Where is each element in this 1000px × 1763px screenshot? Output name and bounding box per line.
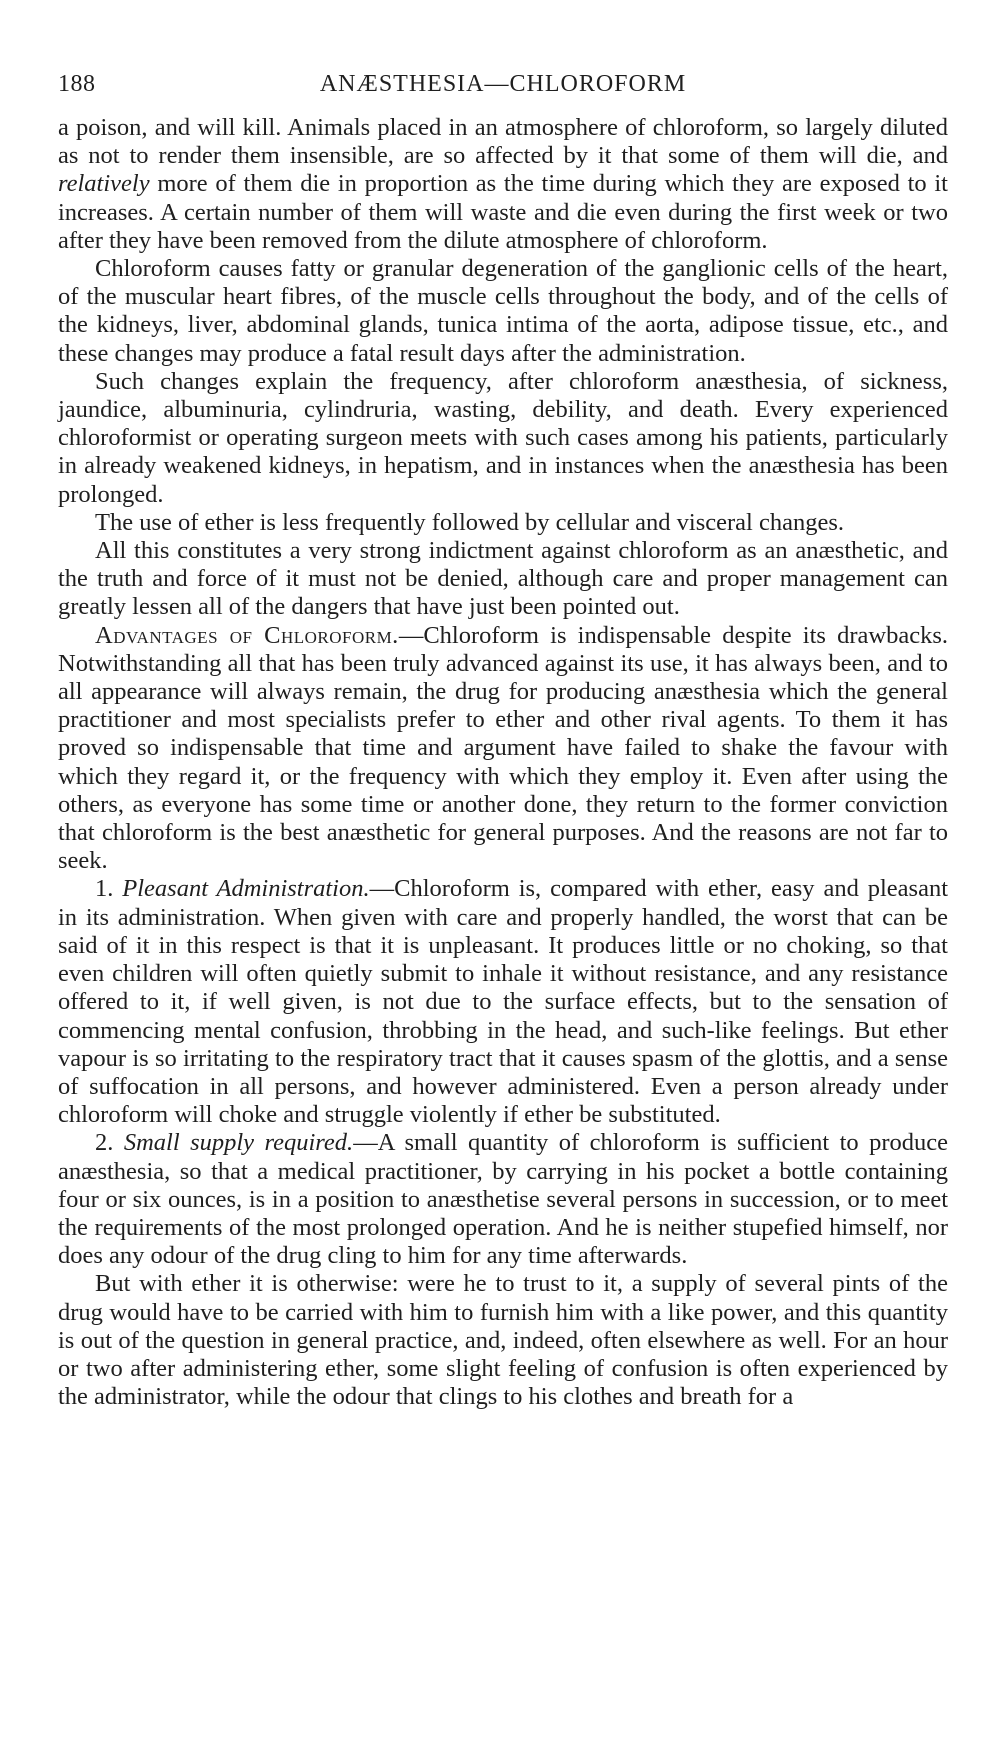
paragraph-2: Chloroform causes fatty or granular degeneration of the ganglionic cells of the heart, of the muscular heart fibres, of the muscle cells throughout the body, and of the cells of the kidneys, liver, abdominal glands, tunica intima of the aorta, adipose tissue, etc., and these changes may produce a fatal result days after the administration. bbox=[58, 255, 948, 367]
paragraph-1 bbox=[58, 114, 948, 255]
paragraph-6 bbox=[58, 622, 948, 876]
paragraph-8 bbox=[58, 1129, 948, 1270]
paragraph-5: All this constitutes a very strong indictment against chloroform as an anæsthetic, and the truth and force of it must not be denied, although care and proper management can greatly lessen all of the dangers that have just been pointed out. bbox=[58, 537, 948, 621]
paragraph-7-text: —Chloroform is, compared with ether, easy and pleasant in its administration. When given with care and properly handled, the worst that can be said of it in this respect is that it is unpleasant. It produces little or no choking, so that even children will often quietly submit to inhale it without resistance, and any resistance offered to it, if well given, is not due to the surface effects, but to the sensation of commencing mental confusion, throbbing in the head, and such-like feelings. But ether vapour is so irritating to the respiratory tract that it causes spasm of the glottis, and a sense of suffocation in all persons, and however administered. Even a person already under chloroform will choke and struggle violently if ether be substituted. bbox=[58, 875, 948, 1129]
section-heading-advantages: Advantages of Chloroform. bbox=[95, 621, 399, 649]
subheading-small-supply: Small supply required. bbox=[123, 1129, 354, 1157]
paragraph-9: But with ether it is otherwise: were he to trust to it, a supply of several pints of the drug would have to be carried with him to furnish him with a like power, and this quantity is out of the question in general practice, and, indeed, often elsewhere as well. For an hour or two after administering ether, some slight feeling of confusion is often experienced by the administrator, while the odour that clings to his clothes and breath for a bbox=[58, 1270, 948, 1411]
paragraph-8-text: —A small quantity of chloroform is sufficient to produce anæsthesia, so that a medical practitioner, by carrying in his pocket a bottle containing four or six ounces, is in a position to anæsthetise several persons in succession, or to meet the requirements of the most prolonged operation. And he is neither stupefied himself, nor does any odour of the drug cling to him for any time afterwards. bbox=[58, 1129, 948, 1270]
paragraph-6-text: —Chloroform is indispensable despite its drawbacks. Notwithstanding all that has been truly advanced against its use, it has always been, and to all appearance will always remain, the drug for producing anæsthesia which the general practitioner and most specialists prefer to ether and other rival agents. To them it has proved so indispensable that time and argument have failed to shake the favour with which they regard it, or the frequency with which they employ it. Even after using the others, as everyone has some time or another done, they return to the former conviction that chloroform is the best anæsthetic for general purposes. And the reasons are not far to seek. bbox=[58, 621, 948, 875]
item-number-1: 1. bbox=[95, 875, 114, 903]
running-title: ANÆSTHESIA—CHLOROFORM bbox=[319, 71, 687, 97]
item-number-2: 2. bbox=[95, 1129, 114, 1157]
paragraph-3: Such changes explain the frequency, after chloroform anæsthesia, of sickness, jaundice, albuminuria, cylindruria, wasting, debility, and death. Every experienced chloroformist or operating surgeon meets with such cases among his patients, particularly in already weakened kidneys, in hepatism, and in instances when the anæsthesia has been prolonged. bbox=[58, 367, 948, 508]
paragraph-1-text: a poison, and will kill. Animals placed in an atmosphere of chloroform, so largely diluted as not to render them insensible, are so affected by it that some of them will die, and bbox=[58, 114, 948, 170]
paragraph-4: The use of ether is less frequently followed by cellular and visceral changes. bbox=[95, 508, 845, 536]
paragraph-1-emphasis: relatively bbox=[58, 170, 150, 198]
subheading-pleasant-administration: Pleasant Administration. bbox=[122, 875, 370, 903]
paragraph-1-tail: more of them die in proportion as the time during which they are exposed to it increases. A certain number of them will waste and die even during the first week or two after they have been removed from the dilute atmosphere of chloroform. bbox=[58, 170, 948, 254]
book-page bbox=[58, 60, 948, 1411]
page-number: 188 bbox=[58, 71, 96, 97]
paragraph-7 bbox=[58, 875, 948, 1129]
page-header bbox=[58, 60, 948, 100]
